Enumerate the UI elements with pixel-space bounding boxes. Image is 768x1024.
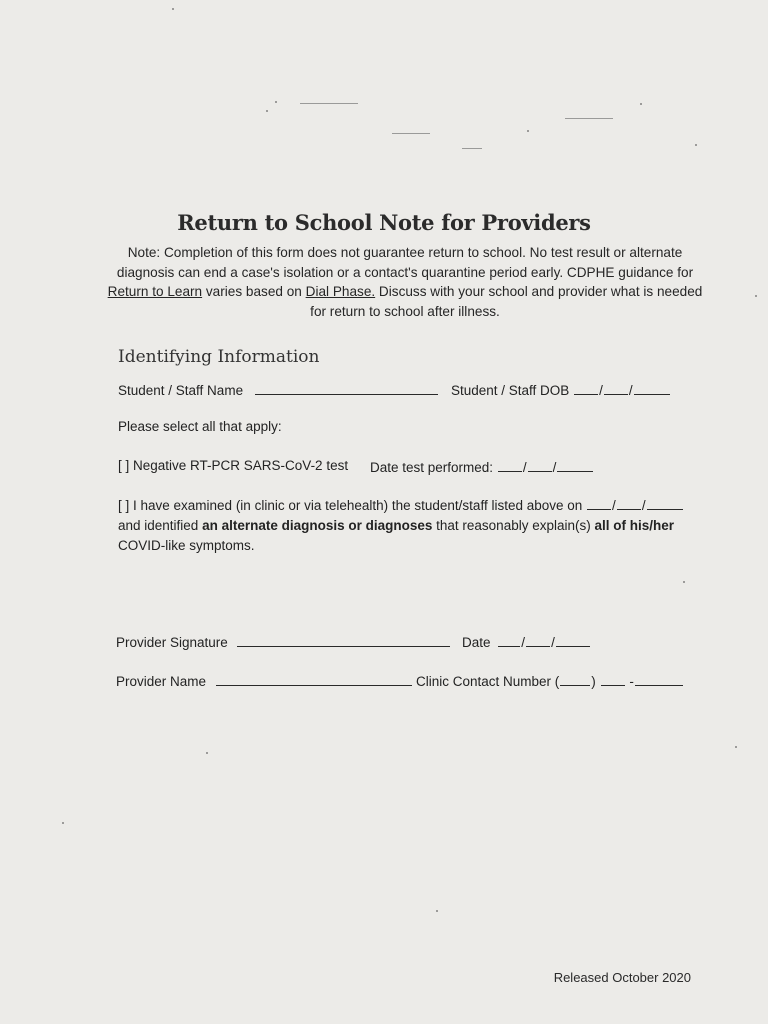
phone-dash: - [629,674,634,689]
exam-text: and identified [118,518,203,533]
provider-name-field[interactable] [216,672,412,686]
scan-artifact [640,103,642,105]
date-test-label: Date test performed: [370,460,494,475]
return-to-learn-link[interactable]: Return to Learn [107,284,203,299]
exam-text: that reasonably explain(s) [432,518,595,533]
form-title: Return to School Note for Providers [177,210,591,235]
scan-artifact [392,133,430,134]
date-separator: / [641,498,646,513]
date-separator: / [628,383,633,398]
exam-text: COVID-like symptoms. [118,538,255,553]
select-all-instruction: Please select all that apply: [118,419,282,434]
scan-artifact [172,8,174,10]
scan-artifact [527,130,529,132]
provider-name-row [116,672,413,689]
scan-artifact [565,118,613,119]
provider-signature-label: Provider Signature [116,635,228,650]
test-day-field[interactable] [528,458,552,472]
date-separator: / [522,460,527,475]
signature-month-field[interactable] [498,633,520,647]
provider-name-label: Provider Name [116,674,207,689]
note-paragraph [100,243,710,321]
date-test-row [370,458,594,475]
student-name-row [118,381,439,398]
provider-signature-row [116,633,451,650]
scan-artifact [436,910,438,912]
clinic-contact-label: Clinic Contact Number ( [416,674,560,689]
exam-bold: an alternate diagnosis or diagnoses [202,518,433,533]
signature-day-field[interactable] [526,633,550,647]
dob-month-field[interactable] [574,381,598,395]
scan-artifact [683,581,685,583]
note-text: varies based on [202,284,306,299]
exam-month-field[interactable] [587,496,611,510]
student-name-field[interactable] [255,381,438,395]
signature-year-field[interactable] [556,633,590,647]
paren-close: ) [591,674,596,689]
phone-line-field[interactable] [635,672,683,686]
test-year-field[interactable] [557,458,593,472]
student-dob-label: Student / Staff DOB [451,383,570,398]
test-month-field[interactable] [498,458,522,472]
section-heading: Identifying Information [118,347,320,367]
student-name-label: Student / Staff Name [118,383,244,398]
note-text: Note: Completion of this form does not guarantee return to school. No test result or alternate diagnosis can end a case's isolation or a contact's quarantine period early. CDPHE guidance for [116,245,694,280]
exam-year-field[interactable] [647,496,683,510]
scan-artifact [735,746,737,748]
signature-date-label: Date [462,635,491,650]
provider-signature-field[interactable] [237,633,450,647]
scan-artifact [266,110,268,112]
exam-text: [ ] I have examined (in clinic or via telehealth) the student/staff listed above on [118,498,583,513]
area-code-field[interactable] [560,672,590,686]
scan-artifact [462,148,482,149]
dob-year-field[interactable] [634,381,670,395]
date-separator: / [552,460,557,475]
exam-day-field[interactable] [617,496,641,510]
date-separator: / [551,635,555,650]
negative-test-checkbox[interactable]: [ ] Negative RT-PCR SARS-CoV-2 test [118,458,349,473]
dial-phase-link[interactable]: Dial Phase. [305,284,376,299]
scan-artifact [206,752,208,754]
date-separator: / [612,498,616,513]
dob-day-field[interactable] [604,381,628,395]
exam-bold: all of his/her [594,518,675,533]
phone-prefix-field[interactable] [601,672,625,686]
signature-date-row [462,633,591,650]
scan-artifact [755,295,757,297]
clinic-contact-row [416,672,684,689]
alternate-diagnosis-checkbox[interactable] [118,496,698,556]
student-dob-row [451,381,671,398]
release-date: Released October 2020 [553,970,691,985]
scan-artifact [62,822,64,824]
scan-artifact [300,103,358,104]
scan-artifact [695,144,697,146]
date-separator: / [599,383,603,398]
scan-artifact [275,101,277,103]
note-text: Discuss with your school and provider what is needed for return to school after illness. [310,284,703,319]
date-separator: / [521,635,526,650]
